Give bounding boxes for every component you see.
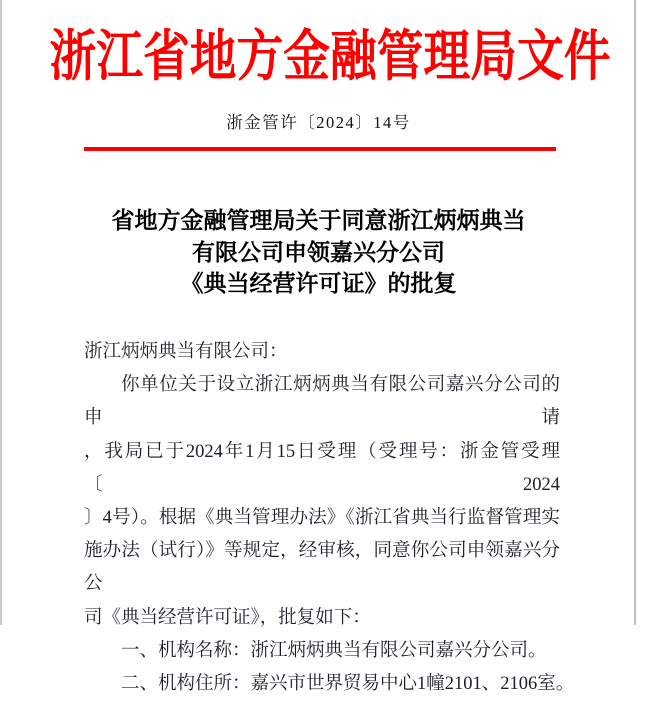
document-number: 浙金管许〔2024〕14号 — [226, 113, 411, 132]
document-body — [84, 336, 575, 701]
red-divider — [84, 147, 556, 151]
document-title-line-3: 《典当经营许可证》的批复 — [180, 270, 457, 296]
body-line-paragraph: 你单位关于设立浙江炳炳典当有限公司嘉兴分公司的申请 — [84, 375, 560, 429]
body-line-item-2: 二、机构住所：嘉兴市世界贸易中心1幢2101、2106室。 — [121, 674, 575, 695]
letterhead — [0, 24, 637, 90]
document-title-line-2: 有限公司申领嘉兴分公司 — [192, 238, 445, 265]
body-line-item-1: 一、机构名称：浙江炳炳典当有限公司嘉兴分公司。 — [121, 640, 547, 661]
body-line-paragraph: 〕4号）。根据《典当管理办法》《浙江省典当行监督管理实 — [84, 508, 560, 529]
document-title — [0, 205, 637, 300]
document-title-line-1: 省地方金融管理局关于同意浙江炳炳典当 — [111, 207, 526, 233]
page-right-edge — [634, 0, 636, 625]
body-line-recipient: 浙江炳炳典当有限公司： — [84, 342, 288, 362]
body-line-paragraph: 司《典当经营许可证》，批复如下： — [84, 607, 371, 628]
agency-title: 浙江省地方金融管理局文件 — [49, 26, 611, 87]
body-line-paragraph: 施办法（试行）》等规定，经审核，同意你公司申领嘉兴分公 — [84, 541, 560, 595]
page-left-edge — [0, 0, 2, 625]
body-line-paragraph: ，我局已于2024年1月15日受理（受理号：浙金管受理〔2024 — [84, 441, 560, 495]
